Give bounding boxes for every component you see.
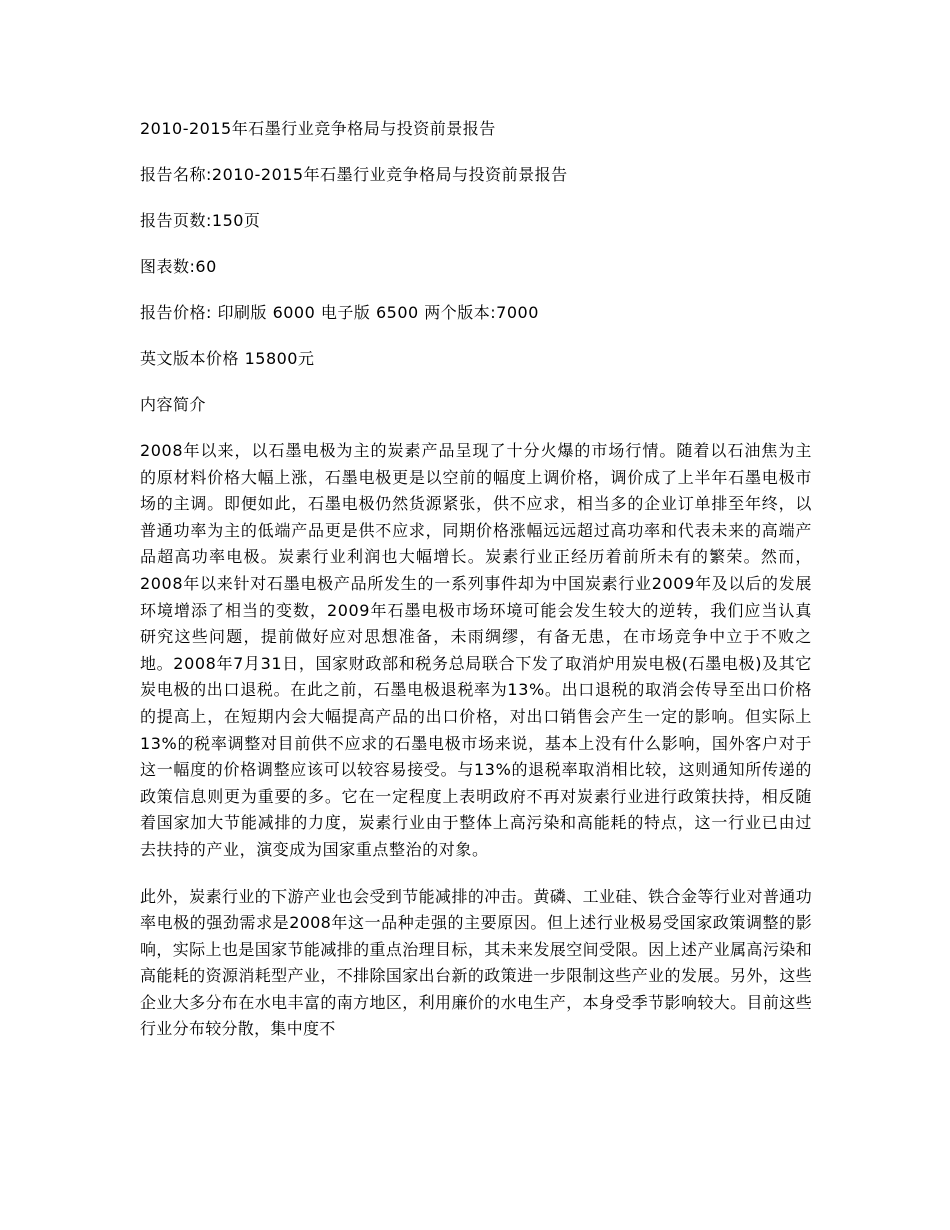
- english-version-price: 英文版本价格 15800元: [140, 349, 315, 368]
- document-title: 2010-2015年石墨行业竞争格局与投资前景报告: [140, 119, 496, 138]
- report-pages: 报告页数:150页: [140, 211, 261, 230]
- summary-heading: 内容简介: [140, 395, 207, 414]
- report-price: 报告价格: 印刷版 6000 电子版 6500 两个版本:7000: [140, 303, 539, 322]
- report-name: 报告名称:2010-2015年石墨行业竞争格局与投资前景报告: [140, 165, 568, 184]
- document-page: [140, 116, 812, 1063]
- summary-paragraph-1: 2008年以来，以石墨电极为主的炭素产品呈现了十分火爆的市场行情。随着以石油焦为主的原材料价格大幅上涨，石墨电极更是以空前的幅度上调价格，调价成了上半年石墨电极市场的主调。即便如此，石墨电极仍然货源紧张，供不应求，相当多的企业订单排至年终，以普通功率为主的低端产品更是供不应求，同期价格涨幅远远超过高功率和代表未来的高端产品超高功率电极。炭素行业利润也大幅增长。炭素行业正经历着前所未有的繁荣。然而，2008年以来针对石墨电极产品所发生的一系列事件却为中国炭素行业2009年及以后的发展环境增添了相当的变数，2009年石墨电极市场环境可能会发生较大的逆转，我们应当认真研究这些问题，提前做好应对思想准备，未雨绸缪，有备无患，在市场竞争中立于不败之地。2008年7月31日，国家财政部和税务总局联合下发了取消炉用炭电极(石墨电极)及其它炭电极的出口退税。在此之前，石墨电极退税率为13%。出口退税的取消会传导至出口价格的提高上，在短期内会大幅提高产品的出口价格，对出口销售会产生一定的影响。但实际上13%的税率调整对目前供不应求的石墨电极市场来说，基本上没有什么影响，国外客户对于这一幅度的价格调整应该可以较容易接受。与13%的退税率取消相比较，这则通知所传递的政策信息则更为重要的多。它在一定程度上表明政府不再对炭素行业进行政策扶持，相反随着国家加大节能减排的力度，炭素行业由于整体上高污染和高能耗的特点，这一行业已由过去扶持的产业，演变成为国家重点整治的对象。: [140, 441, 812, 859]
- chart-count: 图表数:60: [140, 257, 217, 276]
- summary-paragraph-2: 此外，炭素行业的下游产业也会受到节能减排的冲击。黄磷、工业硅、铁合金等行业对普通功率电极的强劲需求是2008年这一品种走强的主要原因。但上述行业极易受国家政策调整的影响，实际上也是国家节能减排的重点治理目标，其未来发展空间受限。因上述产业属高污染和高能耗的资源消耗型产业，不排除国家出台新的政策进一步限制这些产业的发展。另外，这些企业大多分布在水电丰富的南方地区，利用廉价的水电生产，本身受季节影响较大。目前这些行业分布较分散，集中度不: [140, 886, 812, 1039]
